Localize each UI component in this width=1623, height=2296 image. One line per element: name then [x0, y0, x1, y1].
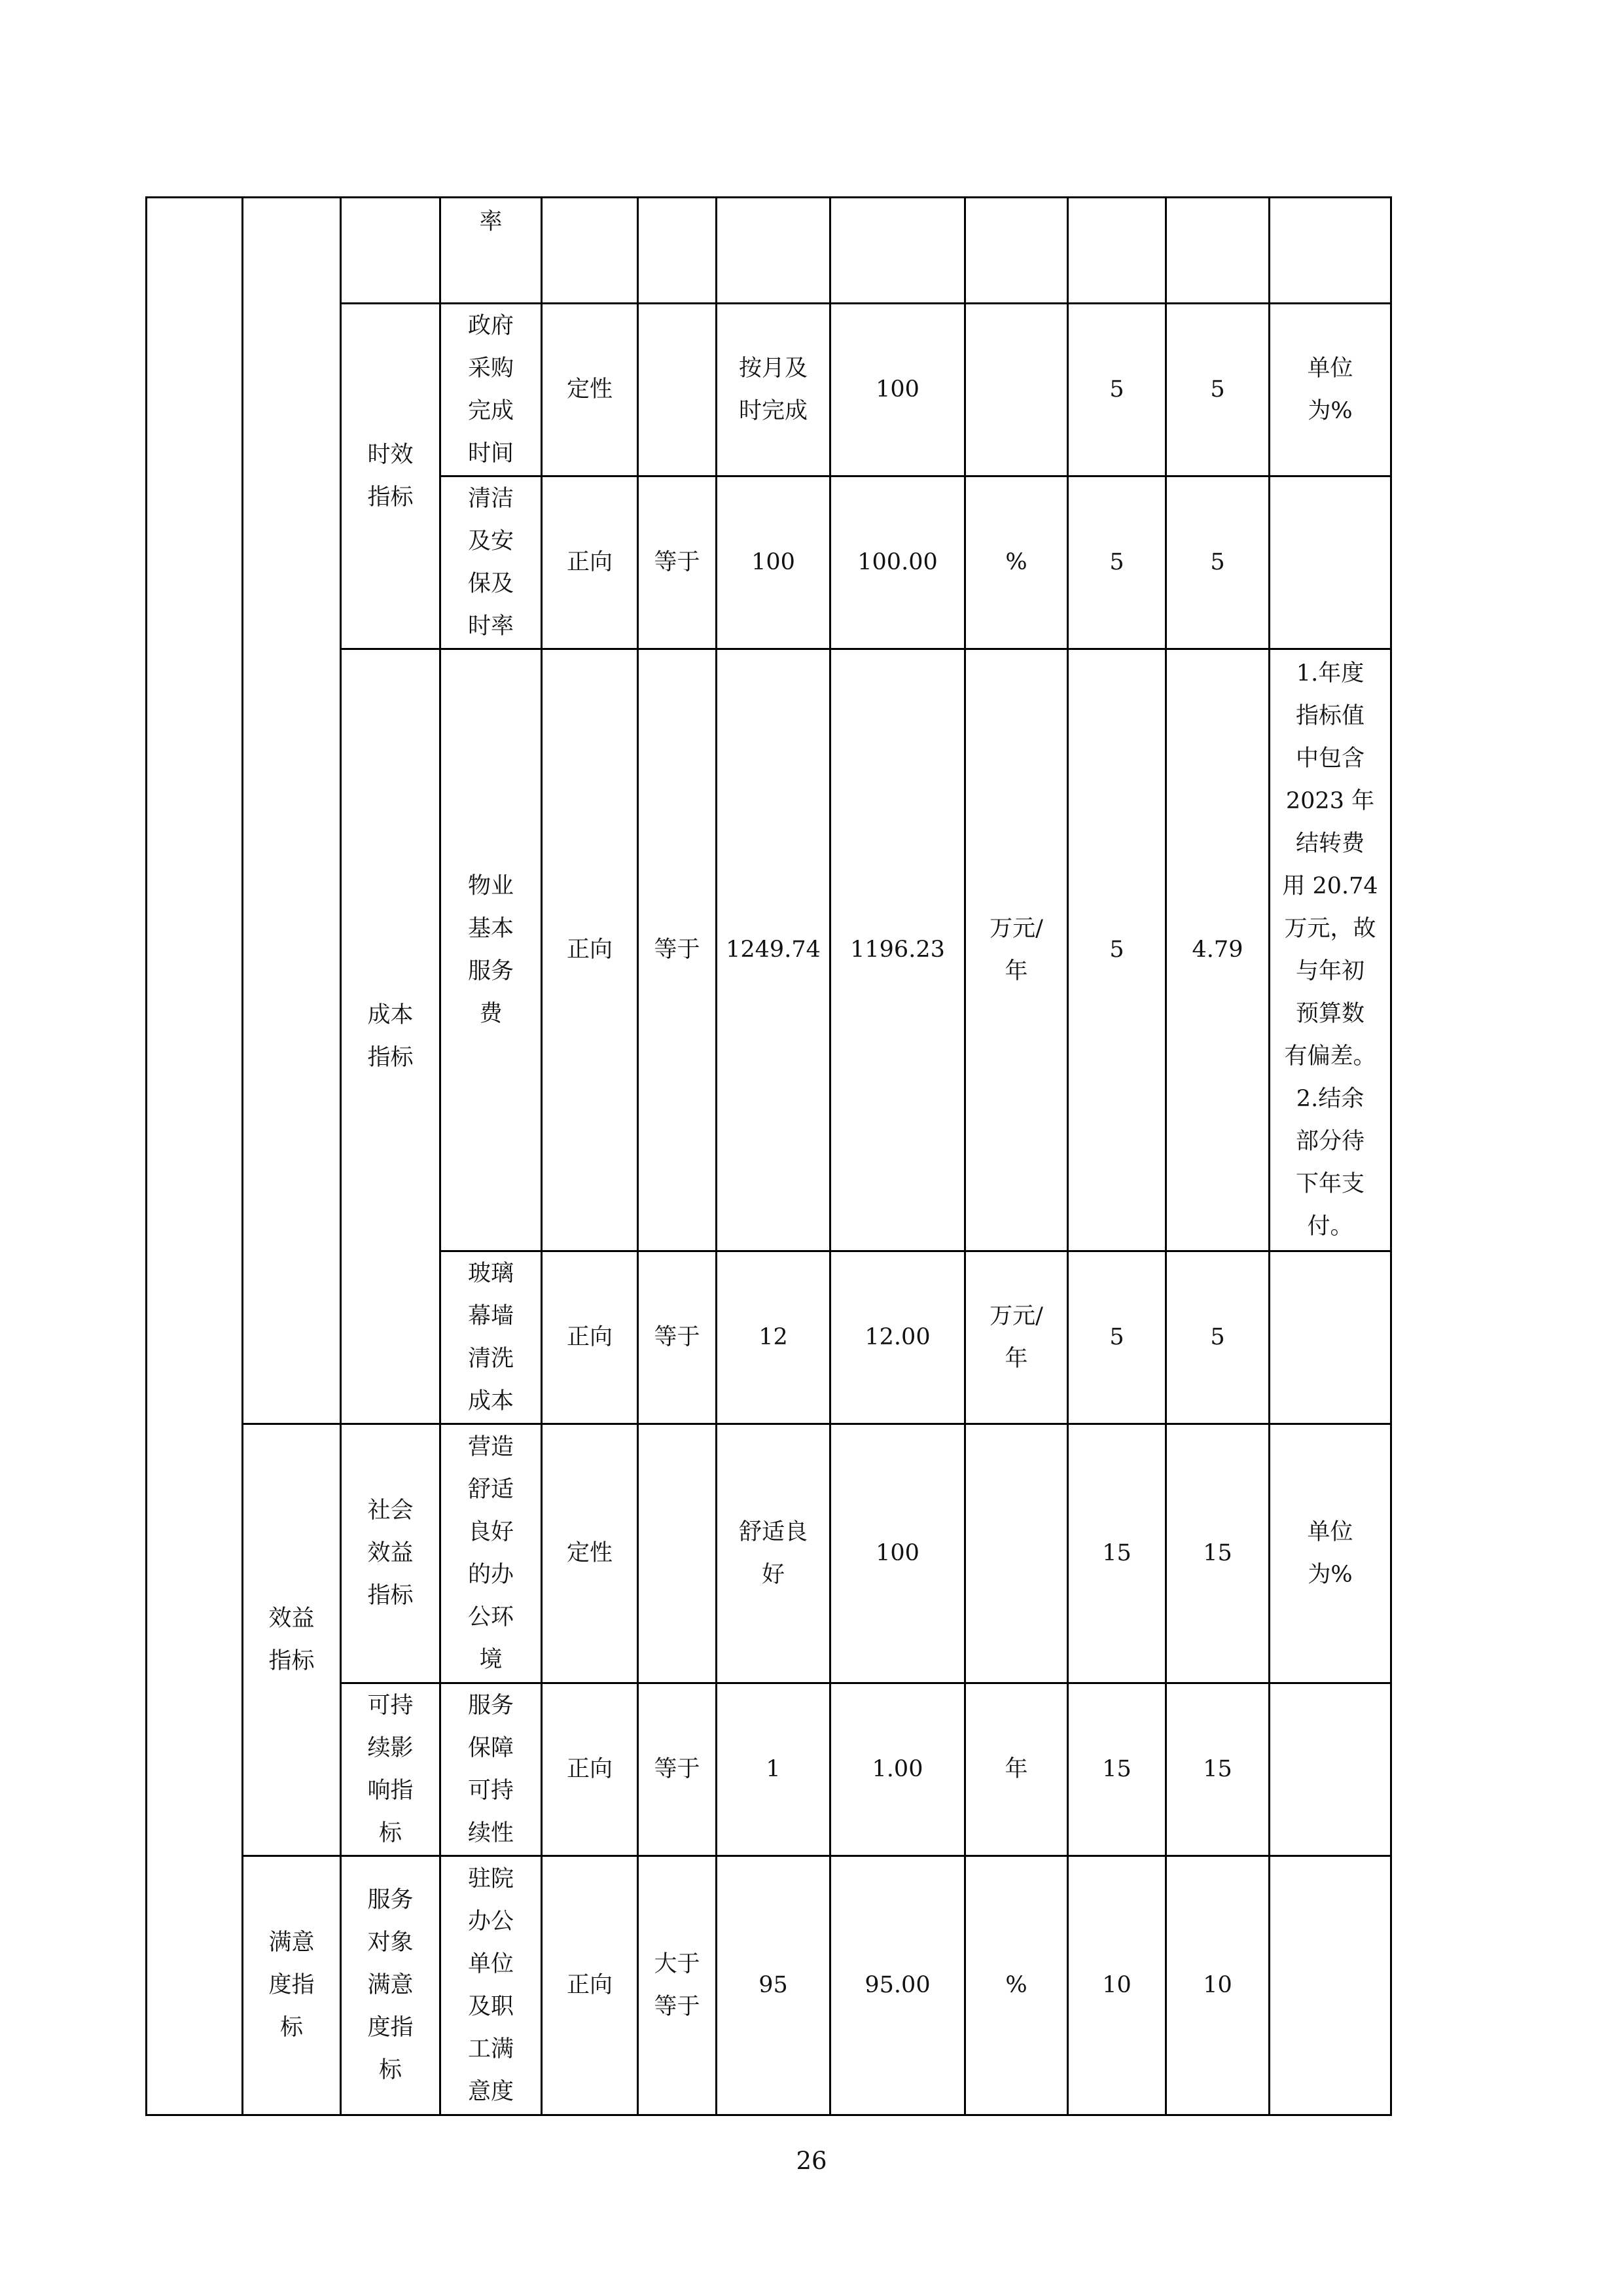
cell-text-line: 政府	[467, 312, 514, 339]
operator-cell: 等于	[638, 476, 717, 649]
operator-cell: 等于	[638, 649, 717, 1251]
cell-text-line: 基本	[467, 915, 514, 942]
cell-text-line: 公环	[467, 1604, 514, 1630]
level3-social	[341, 1424, 440, 1683]
weight-cell: 15	[1068, 1683, 1166, 1856]
weight-cell: 15	[1068, 1424, 1166, 1683]
level2-satisfaction	[243, 1856, 341, 2115]
unit-cell	[965, 1683, 1068, 1856]
operator-cell: 等于	[638, 1251, 717, 1424]
cell-text-line: 清洗	[467, 1345, 514, 1372]
cell-text-line: 服务	[467, 958, 514, 984]
cell-text-line: 指标	[268, 1647, 315, 1674]
target-cell	[717, 1251, 830, 1424]
target-cell	[717, 1683, 830, 1856]
cell-text-line: 等于	[654, 1993, 700, 2020]
performance-indicator-table	[145, 196, 1392, 2116]
cell-text-line: 度指	[268, 1972, 315, 1998]
cell-text-line: 保障	[467, 1734, 514, 1761]
cell-text-line: 万元，故	[1284, 915, 1376, 942]
cell-text-line: 率	[479, 209, 503, 235]
cell-text-line: 标	[279, 2015, 303, 2041]
note-cell	[1270, 304, 1391, 476]
note-cell	[1270, 1683, 1391, 1856]
unit-cell	[965, 476, 1068, 649]
cell-text-line: 物业	[467, 872, 514, 899]
target-cell	[717, 649, 830, 1251]
actual-cell: 1.00	[830, 1683, 965, 1856]
property-cell: 定性	[542, 1424, 638, 1683]
cell-text-line: 单位	[1307, 355, 1353, 382]
indicator-name-cell	[440, 198, 542, 304]
cell-text-line: 时效	[367, 441, 414, 468]
cell-text-line: 单位	[1307, 1518, 1353, 1545]
score-cell: 5	[1166, 1251, 1270, 1424]
indicator-name-cell	[440, 304, 542, 476]
cell-text-line: 舒适	[467, 1476, 514, 1503]
actual-cell: 100.00	[830, 476, 965, 649]
cell-text-line: 与年初	[1295, 958, 1364, 984]
weight-cell: 10	[1068, 1856, 1166, 2115]
cell-text-line: 指标	[367, 484, 414, 511]
cell-text-line: 2.结余	[1296, 1085, 1364, 1112]
cell-text-line: 境	[479, 1646, 503, 1673]
cell-text-line: 效益	[367, 1540, 414, 1566]
cell-text-line: 按月及	[738, 355, 808, 382]
operator-cell	[638, 1856, 717, 2115]
cell-text-line: 标	[378, 2057, 402, 2083]
cell-text-line: 年	[1005, 1345, 1028, 1372]
cell-text-line: 驻院	[467, 1865, 514, 1892]
cell-text-line: 响指	[367, 1777, 414, 1804]
page-number: 26	[796, 2147, 827, 2175]
cell-text-line: 下年支	[1295, 1170, 1364, 1197]
cell-text-line: 采购	[467, 355, 514, 382]
weight-cell: 5	[1068, 304, 1166, 476]
property-cell: 正向	[542, 649, 638, 1251]
cell-text-line: 及安	[467, 528, 514, 554]
property-cell: 定性	[542, 304, 638, 476]
level3-cost	[341, 649, 440, 1424]
cell-text-line: 意度	[467, 2078, 514, 2105]
level2-cell-output	[243, 198, 341, 1424]
cell-text-line: 单位	[467, 1950, 514, 1977]
cell-text-line: %	[1005, 549, 1027, 575]
score-cell: 15	[1166, 1683, 1270, 1856]
indicator-name-cell	[440, 1683, 542, 1856]
cell-text-line: 指标	[367, 1044, 414, 1071]
unit-cell	[965, 649, 1068, 1251]
property-cell: 正向	[542, 476, 638, 649]
target-cell	[717, 1856, 830, 2115]
cell-text-line: 成本	[467, 1388, 514, 1414]
cell-text-line: 服务	[467, 1692, 514, 1719]
cell-text-line: 部分待	[1295, 1128, 1364, 1155]
cell-text-line: 清洁	[467, 485, 514, 512]
level1-cell	[147, 198, 243, 2115]
cell-text-line: 为%	[1308, 1561, 1353, 1588]
cell-text-line: 万元/	[990, 1302, 1043, 1329]
cell-text-line: 完成	[467, 397, 514, 424]
cell-text-line: 舒适良	[738, 1518, 808, 1545]
cell-text-line: 工满	[467, 2036, 514, 2062]
cell-text-line: 时率	[467, 613, 514, 639]
operator-cell	[638, 304, 717, 476]
indicator-name-cell	[440, 1856, 542, 2115]
cell-text-line: 对象	[367, 1929, 414, 1956]
cell-text-line: 好	[761, 1561, 785, 1588]
cell-text-line: 满意	[268, 1929, 315, 1956]
cell-text-line: 预算数	[1295, 1000, 1364, 1027]
note-cell	[1270, 1856, 1391, 2115]
actual-cell: 95.00	[830, 1856, 965, 2115]
target-cell	[717, 1424, 830, 1683]
cell-text-line: 指标	[367, 1583, 414, 1609]
cell-text-line: 续影	[367, 1734, 414, 1761]
level3-timeliness	[341, 304, 440, 649]
cell-text-line: 2023 年	[1285, 787, 1375, 814]
cell-text-line: 结转费	[1295, 830, 1364, 857]
cell-text-line: 续性	[467, 1820, 514, 1846]
cell-text-line: 1.年度	[1296, 660, 1364, 687]
note-cell	[1270, 476, 1391, 649]
level2-benefit	[243, 1424, 341, 1856]
cell-text-line: 为%	[1308, 397, 1353, 424]
cell-text-line: 时完成	[738, 397, 808, 424]
cell-text-line: 可持	[467, 1777, 514, 1804]
cell-text-line: 可持	[367, 1692, 414, 1719]
cell-text-line: 中包含	[1295, 745, 1364, 772]
cell-text-line: 成本	[367, 1001, 414, 1028]
actual-cell: 12.00	[830, 1251, 965, 1424]
unit-cell	[965, 1856, 1068, 2115]
unit-cell	[965, 304, 1068, 476]
cell-text-line: 1249.74	[726, 937, 821, 963]
actual-cell: 100	[830, 1424, 965, 1683]
indicator-name-cell	[440, 1251, 542, 1424]
cell-text-line: 营造	[467, 1433, 514, 1460]
cell-text-line: 幕墙	[467, 1302, 514, 1329]
cell-text-line: 服务	[367, 1887, 414, 1913]
target-cell	[717, 304, 830, 476]
indicator-name-cell	[440, 649, 542, 1251]
score-cell: 15	[1166, 1424, 1270, 1683]
score-cell: 10	[1166, 1856, 1270, 2115]
cell-text-line: 万元/	[990, 915, 1043, 942]
cell-text-line: 12	[758, 1324, 788, 1350]
cell-text-line: 时间	[467, 440, 514, 467]
actual-cell: 1196.23	[830, 649, 965, 1251]
level3-sustainability	[341, 1683, 440, 1856]
property-cell: 正向	[542, 1683, 638, 1856]
property-cell: 正向	[542, 1856, 638, 2115]
cell-text-line: 社会	[367, 1498, 414, 1524]
cell-text-line: %	[1005, 1972, 1027, 1998]
cell-text-line: 及职	[467, 1993, 514, 2020]
unit-cell	[965, 1251, 1068, 1424]
weight-cell: 5	[1068, 1251, 1166, 1424]
cell-text-line: 有偏差。	[1284, 1043, 1376, 1069]
note-cell	[1270, 1251, 1391, 1424]
operator-cell: 等于	[638, 1683, 717, 1856]
cell-text-line: 1	[766, 1756, 781, 1782]
cell-text-line: 满意	[367, 1972, 414, 1998]
cell-text-line: 费	[479, 1000, 503, 1027]
cell-text-line: 年	[1005, 1756, 1028, 1782]
cell-text-line: 指标值	[1295, 702, 1364, 729]
cell-text-line: 年	[1005, 958, 1028, 984]
note-cell	[1270, 649, 1391, 1251]
score-cell: 5	[1166, 476, 1270, 649]
weight-cell: 5	[1068, 649, 1166, 1251]
cell-text-line: 良好	[467, 1518, 514, 1545]
score-cell: 4.79	[1166, 649, 1270, 1251]
cell-text-line: 标	[378, 1820, 402, 1846]
cell-text-line: 付。	[1307, 1213, 1353, 1240]
unit-cell	[965, 1424, 1068, 1683]
cell-text-line: 95	[758, 1972, 788, 1998]
cell-text-line: 度指	[367, 2015, 414, 2041]
indicator-name-cell	[440, 476, 542, 649]
property-cell: 正向	[542, 1251, 638, 1424]
cell-text-line: 办公	[467, 1908, 514, 1935]
indicator-name-cell	[440, 1424, 542, 1683]
score-cell: 5	[1166, 304, 1270, 476]
level3-service-object	[341, 1856, 440, 2115]
cell-text-line: 保及	[467, 570, 514, 597]
cell-text-line: 效益	[268, 1605, 315, 1632]
weight-cell: 5	[1068, 476, 1166, 649]
cell-text-line: 用 20.74	[1282, 872, 1378, 899]
cell-text-line: 玻璃	[467, 1260, 514, 1287]
actual-cell: 100	[830, 304, 965, 476]
level3-cell-continued	[341, 198, 440, 304]
cell-text-line: 的办	[467, 1561, 514, 1588]
cell-text-line: 100	[751, 549, 795, 575]
cell-text-line: 大于	[654, 1950, 700, 1977]
operator-cell	[638, 1424, 717, 1683]
note-cell	[1270, 1424, 1391, 1683]
target-cell	[717, 476, 830, 649]
